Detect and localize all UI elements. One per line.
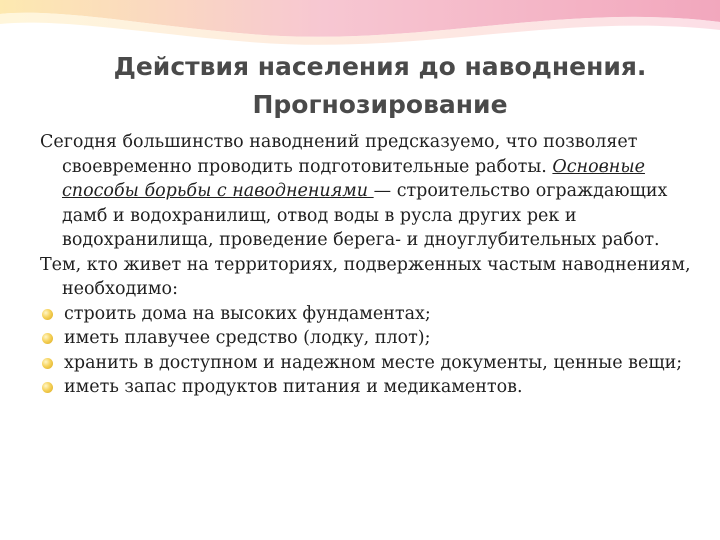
slide-body xyxy=(40,130,710,400)
bullet-dot-icon xyxy=(42,382,53,393)
list-item xyxy=(40,375,710,400)
list-item-text: строить дома на высоких фундаментах; xyxy=(64,303,431,324)
list-item-text: иметь запас продуктов питания и медикаментов. xyxy=(64,377,523,397)
paragraph-forecasting-end: — строительство ограждающих дамб и водохранилищ, отвод воды в русла других рек и водохранилища, проведение берега- и дноуглубительных работ. xyxy=(62,181,668,250)
list-item xyxy=(40,351,710,376)
list-item-text: иметь плавучее средство (лодку, плот); xyxy=(64,328,431,348)
slide-title-line-1: Действия населения до наводнения. xyxy=(113,52,647,81)
list-item xyxy=(40,302,710,327)
paragraph-residents: Тем, кто живет на территориях, подверженных частым наводнениям, необходимо: xyxy=(40,254,691,299)
bullet-dot-icon xyxy=(42,309,53,320)
bullet-dot-icon xyxy=(42,358,53,369)
paragraph-forecasting xyxy=(40,130,710,253)
bullet-dot-icon xyxy=(42,333,53,344)
slide-title-line-2: Прогнозирование xyxy=(252,90,508,119)
slide-title xyxy=(80,48,680,124)
list-item xyxy=(40,326,710,351)
list-item-text: хранить в доступном и надежном месте документы, ценные вещи; xyxy=(64,352,683,373)
paragraph-forecasting-start: Сегодня большинство наводнений предсказуемо, что позволяет своевременно проводить подготовительные работы. xyxy=(40,132,638,177)
emphasized-flood-control-methods: Основные способы борьбы с наводнениями xyxy=(62,156,645,201)
